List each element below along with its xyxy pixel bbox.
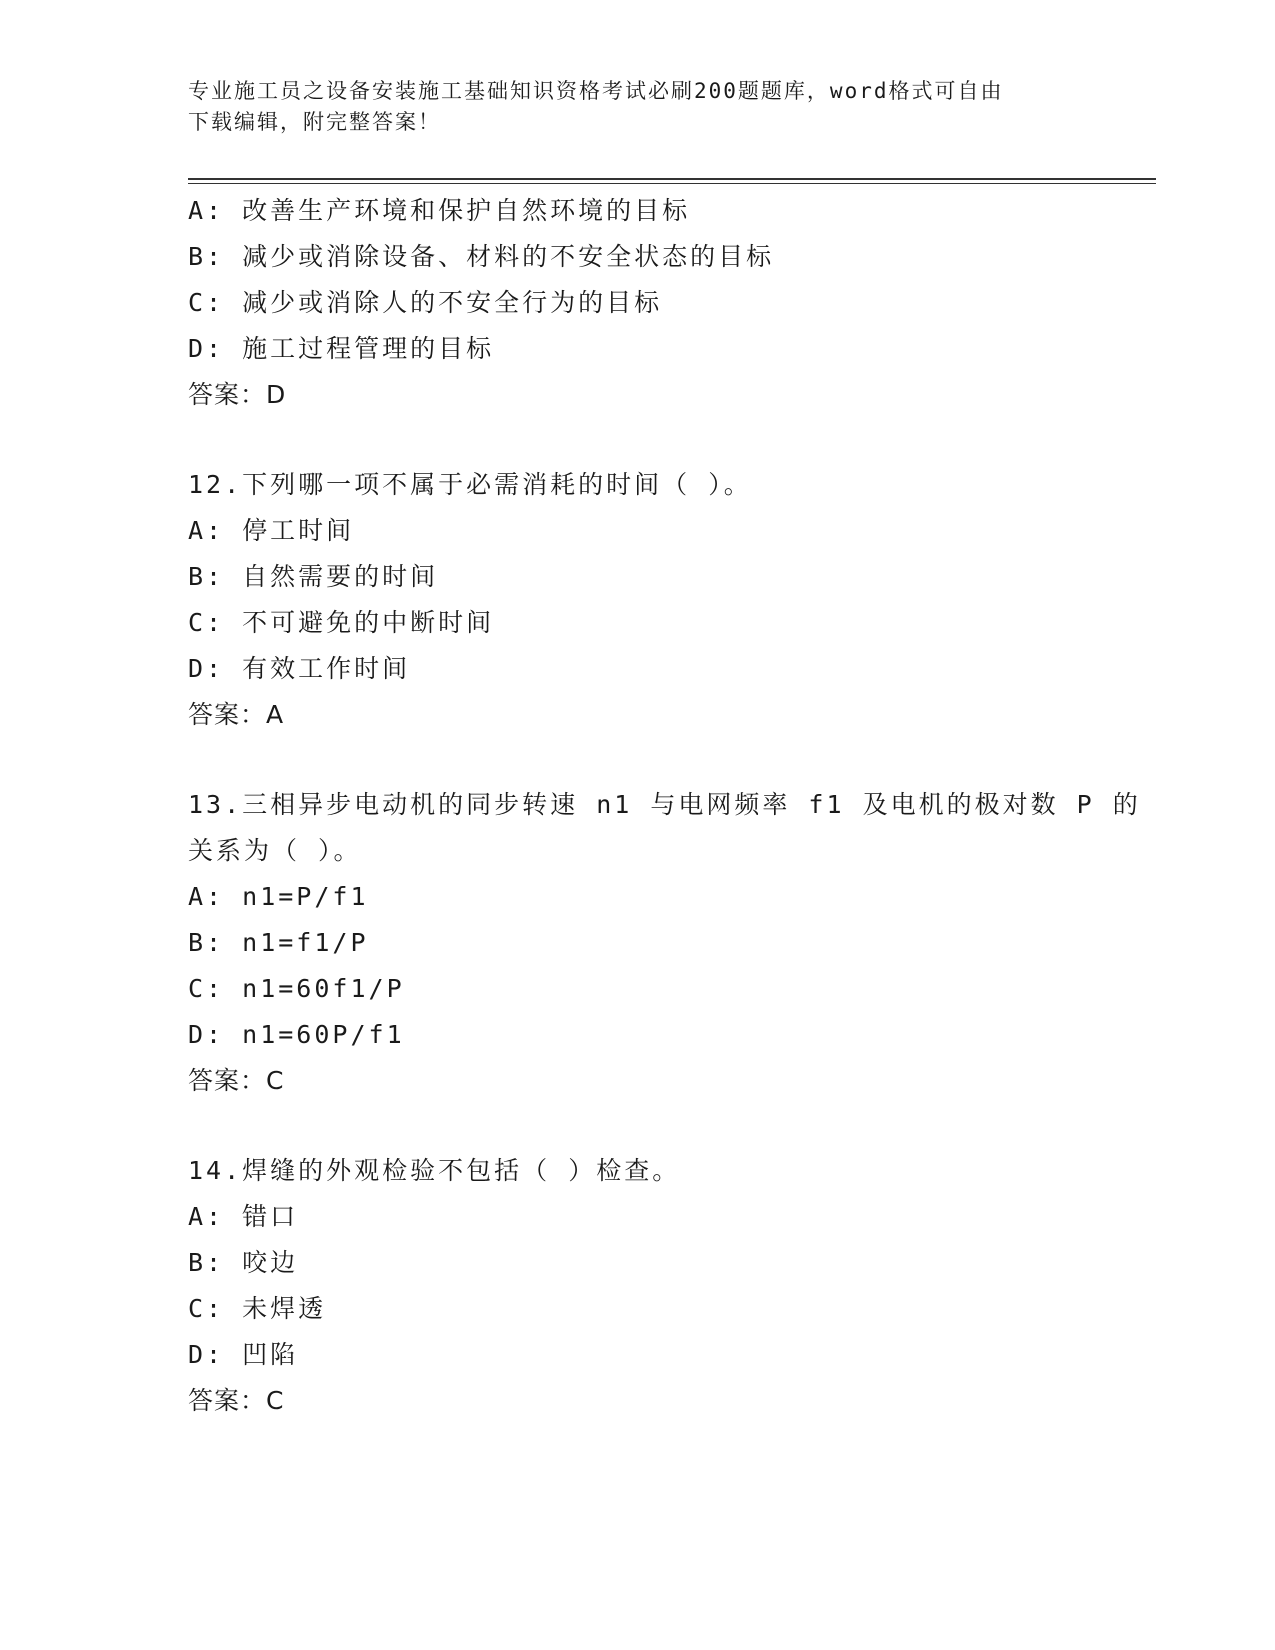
answer-line: 答案：A xyxy=(188,700,285,729)
question-stem: 12.下列哪一项不属于必需消耗的时间（ ）。 xyxy=(188,470,752,499)
question-block-12 xyxy=(188,462,1148,738)
header-divider-thin xyxy=(188,183,1156,184)
option-a: A: 改善生产环境和保护自然环境的目标 xyxy=(188,196,691,225)
option-c: C: 未焊透 xyxy=(188,1294,327,1323)
document-header xyxy=(188,76,1068,138)
option-d: D: 凹陷 xyxy=(188,1340,299,1369)
option-c: C: 减少或消除人的不安全行为的目标 xyxy=(188,288,663,317)
option-b: B: 减少或消除设备、材料的不安全状态的目标 xyxy=(188,242,775,271)
option-a: A: 停工时间 xyxy=(188,516,355,545)
header-divider xyxy=(188,178,1156,180)
option-c: C: 不可避免的中断时间 xyxy=(188,608,495,637)
question-block-13 xyxy=(188,782,1148,1104)
option-d: D: 施工过程管理的目标 xyxy=(188,334,495,363)
option-a: A: n1=P/f1 xyxy=(188,882,369,911)
question-stem: 14.焊缝的外观检验不包括（ ）检查。 xyxy=(188,1156,681,1185)
option-d: D: n1=60P/f1 xyxy=(188,1020,405,1049)
option-d: D: 有效工作时间 xyxy=(188,654,411,683)
option-b: B: 咬边 xyxy=(188,1248,299,1277)
question-list xyxy=(188,188,1148,1424)
answer-line: 答案：D xyxy=(188,380,287,409)
question-block-prev xyxy=(188,188,1148,418)
option-a: A: 错口 xyxy=(188,1202,299,1231)
option-c: C: n1=60f1/P xyxy=(188,974,405,1003)
answer-line: 答案：C xyxy=(188,1066,285,1095)
question-stem-line-2: 关系为（ ）。 xyxy=(188,836,362,865)
option-b: B: 自然需要的时间 xyxy=(188,562,439,591)
header-line-2: 下载编辑，附完整答案！ xyxy=(188,110,441,134)
question-stem-line-1: 13.三相异步电动机的同步转速 n1 与电网频率 f1 及电机的极对数 P 的 xyxy=(188,790,1141,819)
question-block-14 xyxy=(188,1148,1148,1424)
option-b: B: n1=f1/P xyxy=(188,928,369,957)
answer-line: 答案：C xyxy=(188,1386,285,1415)
header-line-1: 专业施工员之设备安装施工基础知识资格考试必刷200题题库，word格式可自由 xyxy=(188,79,1004,103)
